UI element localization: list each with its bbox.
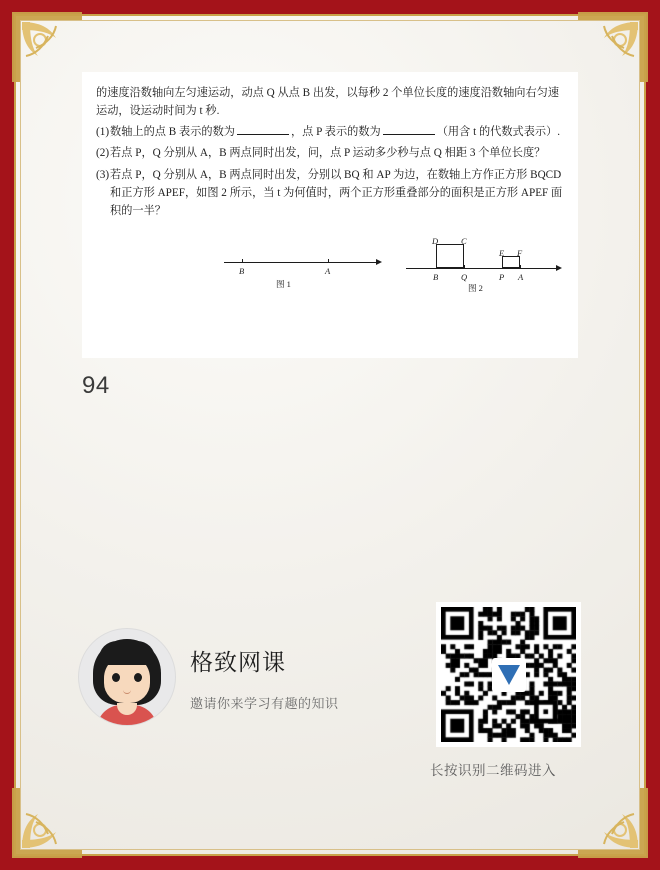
qr-code[interactable] bbox=[436, 602, 581, 747]
question-item-1-body bbox=[110, 123, 564, 141]
figure-2-tick-q bbox=[464, 265, 465, 269]
question-card bbox=[82, 72, 578, 358]
figure-2-tick-b bbox=[436, 265, 437, 269]
question-item-3-body: 若点 P，Q 分别从 A，B 两点同时出发，分别以 BQ 和 AP 为边，在数轴上方作正方形 BQCD 和正方形 APEF，如图 2 所示，当 t 为何值时，两个正方形重叠部分的面积是正方形 APEF 面积的一半？ bbox=[110, 168, 563, 217]
promo-footer bbox=[78, 628, 598, 798]
figure-2-label-b: B bbox=[433, 271, 439, 282]
question-item-1 bbox=[96, 123, 564, 141]
promo-subtitle: 邀请你来学习有趣的知识 bbox=[190, 696, 339, 711]
figure-2-square-bqcd bbox=[436, 244, 464, 268]
figure-1-tick-b bbox=[242, 259, 243, 263]
promo-title: 格致网课 bbox=[190, 649, 286, 675]
question-item-3-number: (3) bbox=[96, 168, 110, 181]
question-intro-line: 的速度沿数轴向左匀速运动，动点 Q 从点 B 出发，以每秒 2 个单位长度的速度沿数轴向右匀速运动，设运动时间为 t 秒. bbox=[96, 87, 560, 118]
figure-2-label-f: F bbox=[517, 247, 523, 258]
qr-center-logo-icon bbox=[492, 658, 526, 692]
figure-1-label-b: B bbox=[239, 265, 245, 276]
qr-code-image bbox=[441, 607, 576, 742]
answer-blank-2[interactable] bbox=[383, 125, 435, 135]
figure-2-label-e: E bbox=[499, 247, 505, 258]
figure-2-label-d: D bbox=[432, 235, 439, 246]
qr-logo-v-shape bbox=[498, 665, 520, 685]
figures-row bbox=[96, 234, 564, 300]
avatar-fringe bbox=[99, 641, 155, 665]
promo-text-block bbox=[190, 644, 339, 712]
question-item-1-number: (1) bbox=[96, 126, 110, 139]
q1-text-b: ，点 P 表示的数为 bbox=[290, 126, 381, 139]
figure-2-tick-a bbox=[520, 265, 521, 269]
figure-1-tick-a bbox=[328, 259, 329, 263]
figure-2-label-p: P bbox=[499, 271, 505, 282]
figure-2-axis-arrow bbox=[556, 265, 562, 271]
question-item-2 bbox=[96, 144, 564, 162]
figure-2-tick-p bbox=[502, 265, 503, 269]
figure-2-caption: 图 2 bbox=[468, 282, 483, 293]
figure-1-label-a: A bbox=[325, 265, 331, 276]
answer-blank-1[interactable] bbox=[237, 125, 289, 135]
q1-text-c: （用含 t 的代数式表示）. bbox=[436, 126, 561, 139]
question-item-3 bbox=[96, 166, 564, 220]
question-item-2-number: (2) bbox=[96, 147, 110, 160]
question-item-2-body: 若点 P，Q 分别从 A，B 两点同时出发，问，点 P 运动多少秒与点 Q 相距 3 个单位长度？ bbox=[110, 147, 546, 160]
figure-2-label-c: C bbox=[461, 235, 467, 246]
avatar-eye-left bbox=[112, 673, 120, 682]
figure-2-label-a: A bbox=[518, 271, 524, 282]
avatar-eye-right bbox=[134, 673, 142, 682]
figure-2-axis bbox=[406, 268, 556, 269]
q1-text-a: 数轴上的点 B 表示的数为 bbox=[110, 126, 235, 139]
page-number: 94 bbox=[82, 372, 110, 399]
question-text-block bbox=[96, 84, 564, 300]
figure-1-axis-arrow bbox=[376, 259, 382, 265]
qr-caption: 长按识别二维码进入 bbox=[430, 763, 556, 778]
figure-2-label-q: Q bbox=[461, 271, 468, 282]
figure-1-caption: 图 1 bbox=[276, 278, 291, 289]
figure-1-axis bbox=[224, 262, 376, 263]
user-avatar-icon bbox=[78, 628, 176, 726]
